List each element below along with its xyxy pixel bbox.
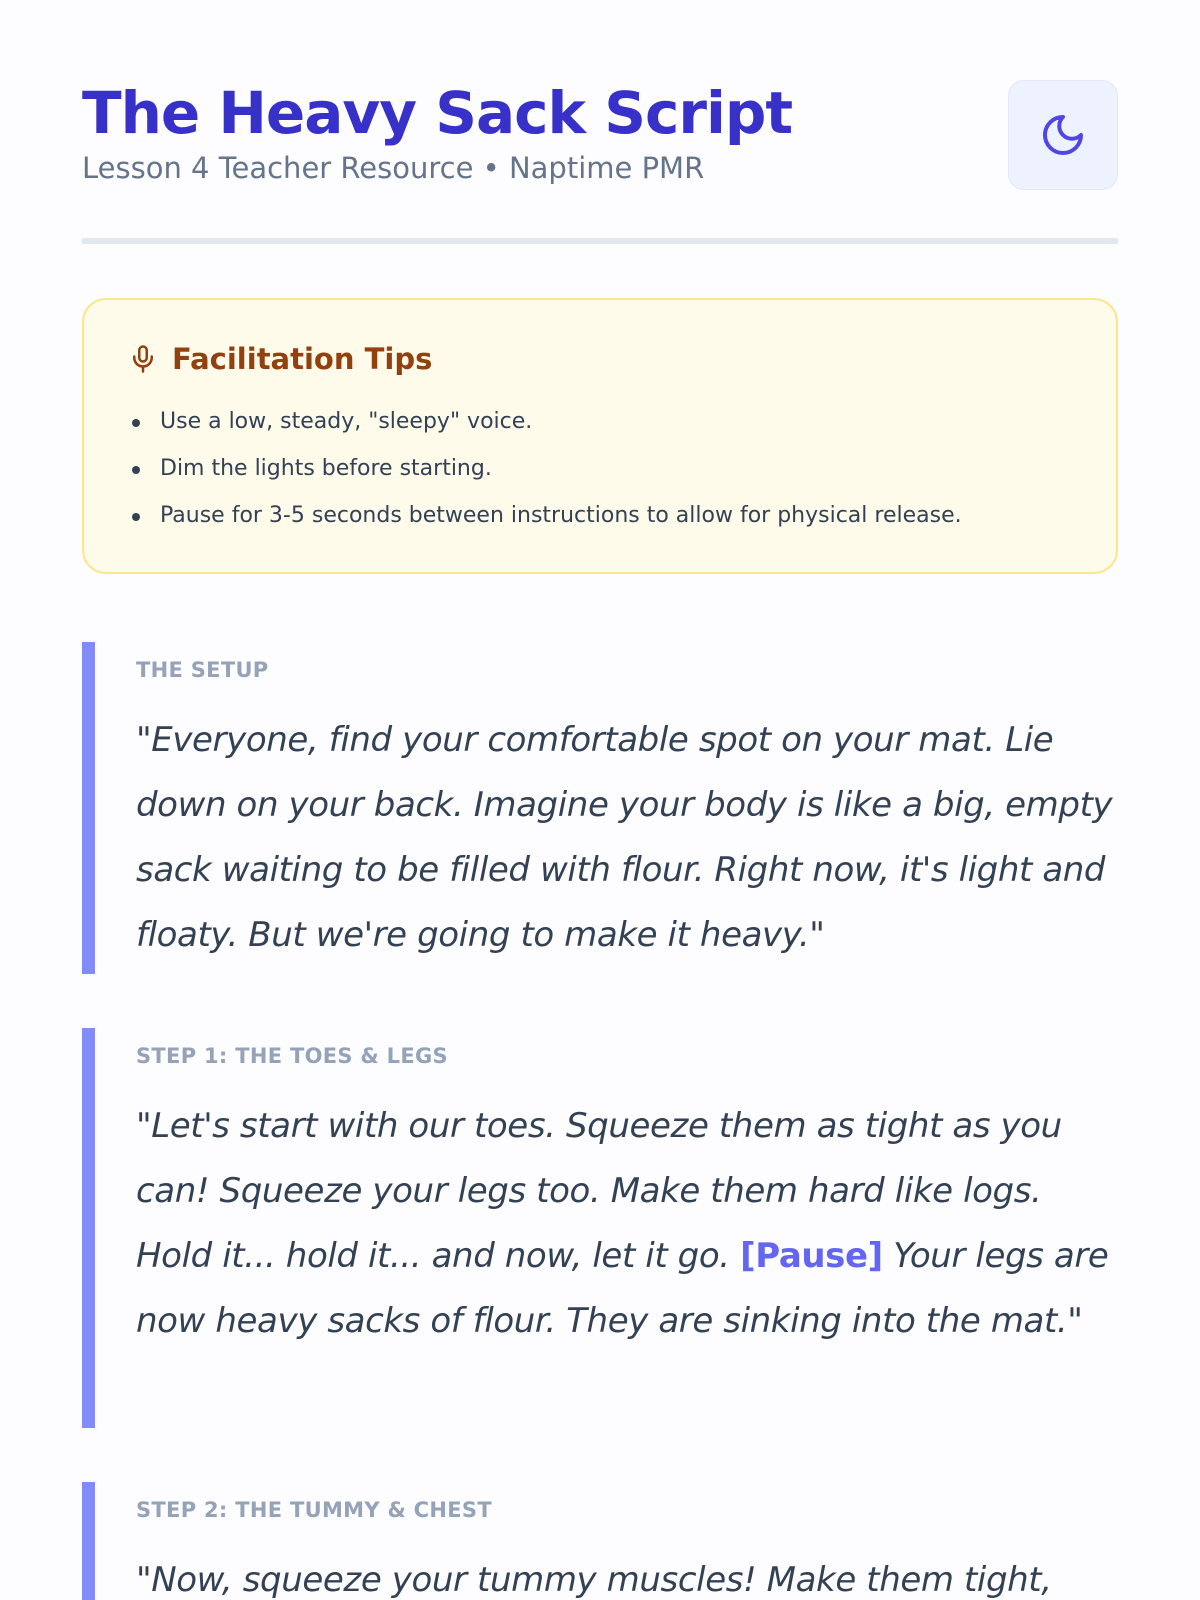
section-label: STEP 1: THE TOES & LEGS <box>136 1044 448 1068</box>
tips-title: Facilitation Tips <box>172 342 433 376</box>
section-text <box>136 1094 1118 1354</box>
section-text: "Now, squeeze your tummy muscles! Make them tight, <box>136 1560 1052 1600</box>
page-subtitle: Lesson 4 Teacher Resource • Naptime PMR <box>82 151 705 185</box>
section-text-part: Your legs are now heavy sacks of flour. They are sinking into the mat." <box>136 1236 1109 1341</box>
tip-item: Dim the lights before starting. <box>128 445 1072 492</box>
moon-icon <box>1039 111 1087 159</box>
section-text-part: "Let's start with our toes. Squeeze them as tight as you can! Squeeze your legs too. Make them hard like logs. Hold it... hold it... and now, let it go. <box>136 1106 1062 1276</box>
tip-item: Use a low, steady, "sleepy" voice. <box>128 398 1072 445</box>
section-label: STEP 2: THE TUMMY & CHEST <box>136 1498 492 1522</box>
microphone-icon <box>128 344 158 374</box>
section-label: THE SETUP <box>136 658 269 682</box>
page-title: The Heavy Sack Script <box>82 79 793 147</box>
theme-toggle-button[interactable] <box>1008 80 1118 190</box>
tips-list <box>128 398 1072 539</box>
section-text: "Everyone, find your comfortable spot on your mat. Lie down on your back. Imagine your body is like a big, empty sack waiting to be filled with flour. Right now, it's light and floaty. But we're going to make it heavy." <box>136 720 1113 955</box>
script-section-step-2 <box>82 1482 1118 1600</box>
script-section-setup <box>82 642 1118 974</box>
script-section-step-1 <box>82 1028 1118 1428</box>
page-header <box>82 0 1118 244</box>
tip-item: Pause for 3-5 seconds between instructions to allow for physical release. <box>128 492 1072 539</box>
facilitation-tips-card <box>82 298 1118 574</box>
pause-marker: [Pause] <box>740 1236 883 1276</box>
tips-header <box>128 342 1072 376</box>
